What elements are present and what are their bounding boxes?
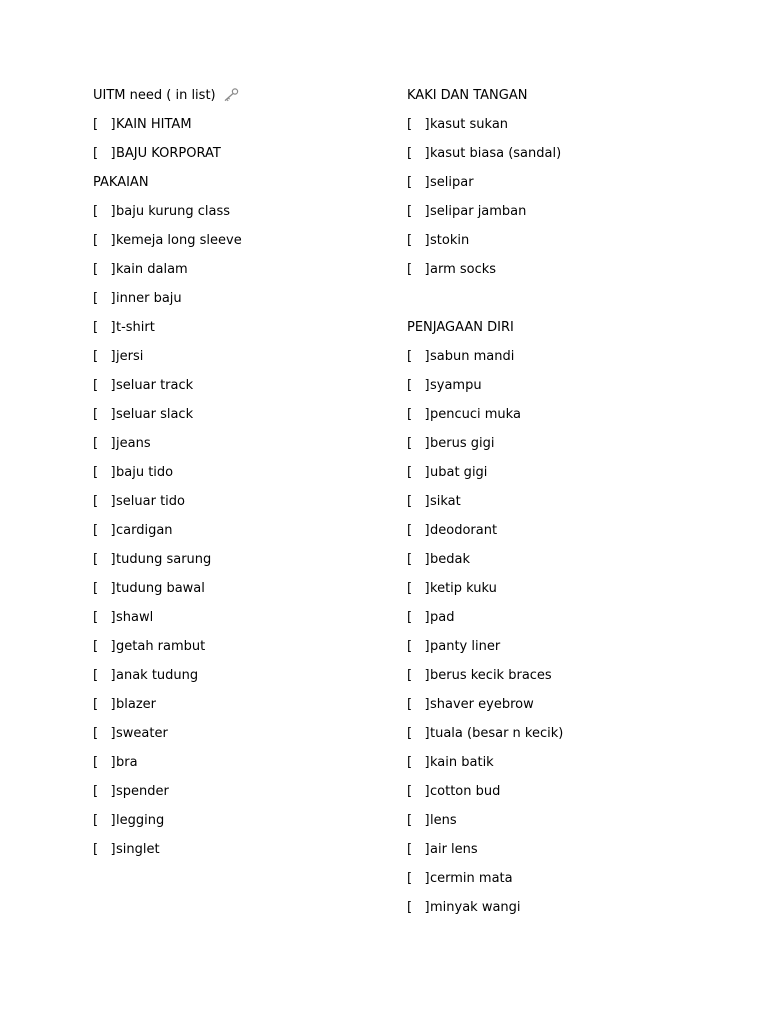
list-item: [407, 753, 707, 782]
item-label: arm socks: [430, 262, 497, 277]
checkbox[interactable]: [ ]: [93, 465, 116, 480]
checkbox[interactable]: [ ]: [93, 552, 116, 567]
item-label: kain dalam: [116, 262, 188, 277]
list-item: [407, 376, 707, 405]
list-item: [407, 115, 707, 144]
checkbox[interactable]: [ ]: [407, 610, 430, 625]
list-item: [93, 579, 393, 608]
checkbox[interactable]: [ ]: [407, 871, 430, 886]
checkbox[interactable]: [ ]: [407, 668, 430, 683]
list-item: [93, 521, 393, 550]
list-item: [407, 637, 707, 666]
checkbox[interactable]: [ ]: [93, 784, 116, 799]
checkbox[interactable]: [ ]: [93, 726, 116, 741]
checkbox[interactable]: [ ]: [407, 726, 430, 741]
item-label: sikat: [430, 494, 461, 509]
checkbox[interactable]: [ ]: [93, 146, 116, 161]
checkbox[interactable]: [ ]: [93, 436, 116, 451]
checkbox[interactable]: [ ]: [407, 581, 430, 596]
item-label: t-shirt: [116, 320, 155, 335]
checkbox[interactable]: [ ]: [93, 755, 116, 770]
list-item: [407, 695, 707, 724]
key-icon: [223, 88, 239, 109]
list-item: [93, 434, 393, 463]
checkbox[interactable]: [ ]: [93, 523, 116, 538]
item-label: shawl: [116, 610, 154, 625]
list-item: [407, 811, 707, 840]
checkbox[interactable]: [ ]: [407, 494, 430, 509]
checkbox[interactable]: [ ]: [93, 117, 116, 132]
item-label: pencuci muka: [430, 407, 521, 422]
checkbox[interactable]: [ ]: [93, 204, 116, 219]
item-label: legging: [116, 813, 165, 828]
item-label: seluar tido: [116, 494, 185, 509]
list-item: [93, 260, 393, 289]
item-label: BAJU KORPORAT: [116, 146, 221, 161]
checkbox[interactable]: [ ]: [407, 813, 430, 828]
list-item: [407, 231, 707, 260]
list-item: [93, 405, 393, 434]
list-item: [407, 202, 707, 231]
list-item: [407, 898, 707, 927]
list-item: [93, 463, 393, 492]
item-label: singlet: [116, 842, 160, 857]
item-label: cardigan: [116, 523, 173, 538]
item-label: cotton bud: [430, 784, 501, 799]
item-label: baju kurung class: [116, 204, 231, 219]
item-label: ubat gigi: [430, 465, 488, 480]
checkbox[interactable]: [ ]: [93, 842, 116, 857]
right-column: [407, 86, 707, 927]
checkbox[interactable]: [ ]: [93, 407, 116, 422]
section-heading-penjagaan-diri: PENJAGAAN DIRI: [407, 320, 514, 335]
item-label: seluar track: [116, 378, 194, 393]
section-heading-pakaian: PAKAIAN: [93, 175, 149, 190]
checkbox[interactable]: [ ]: [407, 639, 430, 654]
item-label: kasut biasa (sandal): [430, 146, 562, 161]
list-item: [93, 840, 393, 869]
item-label: kemeja long sleeve: [116, 233, 242, 248]
list-item: [93, 666, 393, 695]
checkbox[interactable]: [ ]: [407, 117, 430, 132]
list-item: [407, 521, 707, 550]
list-item: [93, 144, 393, 173]
item-label: bra: [116, 755, 138, 770]
list-item: [93, 782, 393, 811]
list-item: [93, 492, 393, 521]
list-item: [93, 637, 393, 666]
checkbox[interactable]: [ ]: [407, 697, 430, 712]
checkbox[interactable]: [ ]: [407, 175, 430, 190]
checkbox[interactable]: [ ]: [93, 610, 116, 625]
list-item: [93, 231, 393, 260]
list-item: [407, 666, 707, 695]
checkbox[interactable]: [ ]: [407, 842, 430, 857]
item-label: seluar slack: [116, 407, 194, 422]
item-label: anak tudung: [116, 668, 199, 683]
checkbox[interactable]: [ ]: [407, 407, 430, 422]
list-item: [407, 840, 707, 869]
list-item: [93, 811, 393, 840]
list-item: [407, 434, 707, 463]
section-spacer: [407, 289, 707, 318]
checkbox[interactable]: [ ]: [93, 494, 116, 509]
item-label: air lens: [430, 842, 478, 857]
list-item: [407, 173, 707, 202]
item-label: cermin mata: [430, 871, 513, 886]
list-item: [93, 695, 393, 724]
item-label: lens: [430, 813, 457, 828]
item-label: getah rambut: [116, 639, 206, 654]
item-label: stokin: [430, 233, 470, 248]
item-label: minyak wangi: [430, 900, 521, 915]
item-label: tudung sarung: [116, 552, 212, 567]
item-label: berus kecik braces: [430, 668, 552, 683]
list-item: [93, 347, 393, 376]
list-item: [407, 869, 707, 898]
checkbox[interactable]: [ ]: [407, 378, 430, 393]
list-item: [407, 463, 707, 492]
item-label: selipar: [430, 175, 474, 190]
list-item: [93, 753, 393, 782]
item-label: inner baju: [116, 291, 182, 306]
checkbox[interactable]: [ ]: [407, 523, 430, 538]
checkbox[interactable]: [ ]: [93, 813, 116, 828]
item-label: jersi: [116, 349, 144, 364]
checkbox[interactable]: [ ]: [407, 233, 430, 248]
item-label: blazer: [116, 697, 156, 712]
list-item: [407, 347, 707, 376]
item-label: berus gigi: [430, 436, 495, 451]
list-item: [93, 376, 393, 405]
list-item: [407, 492, 707, 521]
list-item: [407, 608, 707, 637]
checkbox[interactable]: [ ]: [407, 755, 430, 770]
checkbox[interactable]: [ ]: [93, 233, 116, 248]
item-label: kasut sukan: [430, 117, 509, 132]
list-item: [407, 724, 707, 753]
checkbox[interactable]: [ ]: [93, 697, 116, 712]
item-label: bedak: [430, 552, 470, 567]
item-label: baju tido: [116, 465, 174, 480]
item-label: KAIN HITAM: [116, 117, 192, 132]
checkbox[interactable]: [ ]: [93, 639, 116, 654]
checkbox[interactable]: [ ]: [407, 204, 430, 219]
item-label: tuala (besar n kecik): [430, 726, 564, 741]
list-item: [93, 724, 393, 753]
list-title: [93, 86, 393, 115]
list-item: [93, 550, 393, 579]
list-item: [407, 579, 707, 608]
checkbox[interactable]: [ ]: [93, 581, 116, 596]
item-label: jeans: [116, 436, 151, 451]
list-item: [407, 405, 707, 434]
list-item: [93, 608, 393, 637]
item-label: ketip kuku: [430, 581, 497, 596]
checkbox[interactable]: [ ]: [407, 436, 430, 451]
item-label: tudung bawal: [116, 581, 205, 596]
list-item: [93, 289, 393, 318]
checkbox[interactable]: [ ]: [407, 900, 430, 915]
item-label: syampu: [430, 378, 482, 393]
left-column: [93, 86, 393, 869]
item-label: sweater: [116, 726, 168, 741]
checkbox[interactable]: [ ]: [407, 465, 430, 480]
item-label: pad: [430, 610, 455, 625]
checkbox[interactable]: [ ]: [93, 320, 116, 335]
checkbox[interactable]: [ ]: [407, 784, 430, 799]
item-label: spender: [116, 784, 169, 799]
checkbox[interactable]: [ ]: [93, 668, 116, 683]
list-item: [407, 144, 707, 173]
checkbox[interactable]: [ ]: [93, 378, 116, 393]
list-item: [407, 260, 707, 289]
list-item: [93, 202, 393, 231]
checkbox[interactable]: [ ]: [93, 291, 116, 306]
checkbox[interactable]: [ ]: [407, 349, 430, 364]
item-label: kain batik: [430, 755, 494, 770]
checkbox[interactable]: [ ]: [407, 262, 430, 277]
checkbox[interactable]: [ ]: [93, 349, 116, 364]
item-label: selipar jamban: [430, 204, 527, 219]
item-label: shaver eyebrow: [430, 697, 534, 712]
item-label: deodorant: [430, 523, 498, 538]
list-item: [93, 115, 393, 144]
list-item: [93, 318, 393, 347]
list-item: [407, 782, 707, 811]
section-heading-kaki-dan-tangan: KAKI DAN TANGAN: [407, 88, 528, 103]
checkbox[interactable]: [ ]: [93, 262, 116, 277]
list-title-text: UITM need ( in list): [93, 88, 216, 103]
list-item: [407, 550, 707, 579]
item-label: sabun mandi: [430, 349, 515, 364]
checkbox[interactable]: [ ]: [407, 552, 430, 567]
checkbox[interactable]: [ ]: [407, 146, 430, 161]
item-label: panty liner: [430, 639, 501, 654]
